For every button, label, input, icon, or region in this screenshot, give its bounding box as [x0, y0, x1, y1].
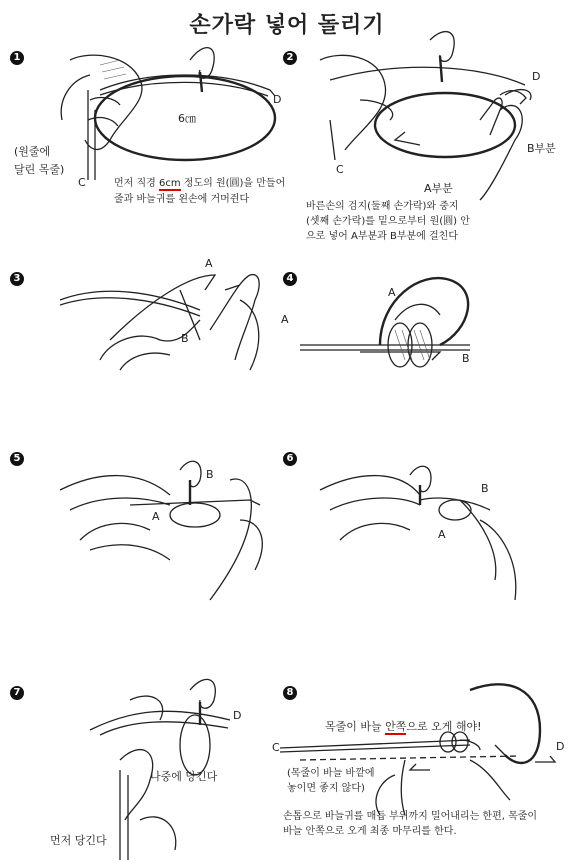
p8-warning-line-1: (목줄이 바늘 바깥에 [287, 768, 375, 779]
p1-label-c: C [78, 176, 86, 189]
panel-1-drawing [61, 48, 275, 180]
p8-caption-line-2: 바늘 안쪽으로 오게 최종 마무리를 한다. [283, 826, 457, 837]
p7-label-pull-later: 나중에 당긴다 [150, 770, 218, 783]
p7-label-pull-first: 먼저 당긴다 [50, 834, 107, 847]
panel-number-4: 4 [283, 272, 297, 286]
p8-label-c: C [272, 741, 280, 754]
p4-label-a: A [388, 286, 396, 299]
panel-3-drawing [60, 275, 259, 370]
p8-note-pre: 목줄이 바늘 [325, 720, 386, 733]
p6-label-a: A [438, 528, 446, 541]
p2-caption-line-2: (셋째 손가락)를 밑으로부터 원(圓) 안 [306, 216, 470, 227]
p2-label-b: B부분 [527, 142, 556, 155]
panel-number-8: 8 [283, 686, 297, 700]
p2-caption-line-3: 으로 넣어 A부분과 B부분에 걸친다 [306, 231, 458, 242]
p1-label-size: 6㎝ [178, 112, 196, 125]
p8-note-inside: 안쪽 [385, 720, 407, 733]
panel-number-3: 3 [10, 272, 24, 286]
p8-warning-line-2: 놓이면 좋지 않다) [287, 783, 365, 794]
p6-label-b: B [481, 482, 489, 495]
p4-label-b: B [462, 352, 470, 365]
p8-caption-line-1: 손톱으로 바늘귀를 매듭 부위까지 밀어내리는 한편, 목줄이 [283, 811, 538, 822]
p3-label-a-top: A [205, 257, 213, 270]
p1-caption-pre: 먼저 직경 [114, 178, 159, 189]
panel-number-6: 6 [283, 452, 297, 466]
panel-number-7: 7 [10, 686, 24, 700]
p8-label-d: D [556, 740, 565, 753]
p1-caption-size: 6cm [159, 178, 181, 189]
p1-caption-line-1 [114, 176, 285, 191]
panel-number-1: 1 [10, 51, 24, 65]
p2-label-d: D [532, 70, 541, 83]
panel-4-drawing [300, 278, 470, 367]
panel-number-2: 2 [283, 51, 297, 65]
p1-side-note-1: (원줄에 [14, 145, 51, 158]
p1-label-d: D [273, 93, 282, 106]
panel-5-drawing [60, 461, 262, 600]
p2-label-c: C [336, 163, 344, 176]
p5-label-a: A [152, 510, 160, 523]
page-title: 손가락 넣어 돌리기 [189, 13, 385, 38]
p2-caption-line-1: 바른손의 검지(둘째 손가락)와 중지 [306, 201, 459, 212]
p3-label-a-right: A [281, 313, 289, 326]
p8-note [325, 719, 482, 734]
p5-label-b: B [206, 468, 214, 481]
p2-label-a: A부분 [424, 182, 453, 195]
panel-number-5: 5 [10, 452, 24, 466]
p8-note-post: 으로 오게 해야! [406, 720, 482, 733]
p1-caption-line-2: 줄과 바늘귀를 왼손에 거머쥔다 [114, 194, 250, 205]
p1-side-note-2: 달린 목줄) [14, 163, 65, 176]
panel-2-drawing [320, 32, 531, 200]
p3-label-b: B [181, 332, 189, 345]
p7-label-d: D [233, 709, 242, 722]
p1-caption-post: 정도의 원(圓)을 만들어 [180, 178, 286, 189]
